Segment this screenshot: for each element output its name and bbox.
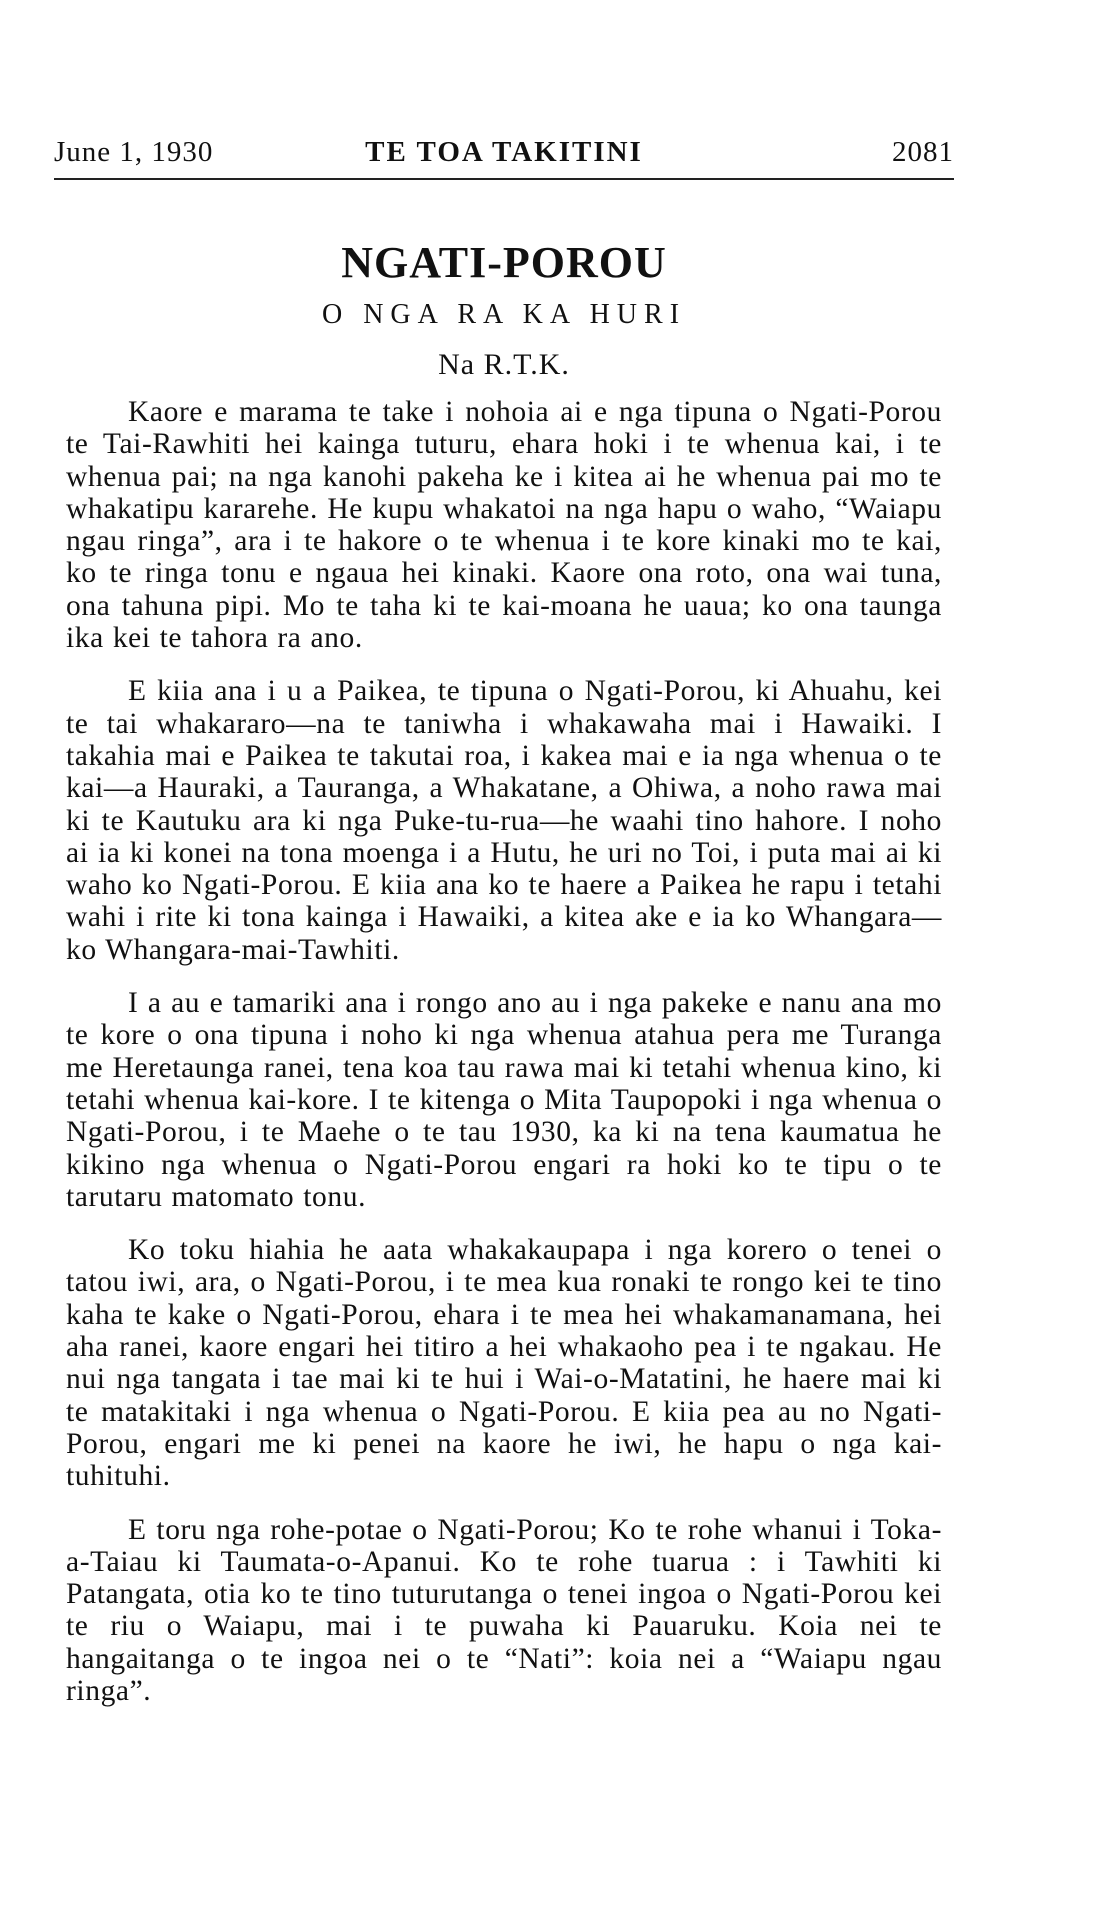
paragraph-2: E kiia ana i u a Paikea, te tipuna o Ngati-Porou, ki Ahuahu, kei te tai whakararo—na te taniwha i whakawaha mai i Hawaiki. I takahia mai e Paikea te takutai roa, i kakea mai e ia nga whenua o te kai—a Hauraki, a Tauranga, a Whakatane, a Ohiwa, a noho rawa mai ki te Kautuku ara ki nga Puke-tu-rua—he waahi tino hahore. I noho ai ia ki konei na tona moenga i a Hutu, he uri no Toi, i puta mai ai ki waho ko Ngati-Porou. E kiia ana ko te haere a Paikea he rapu i tetahi wahi i rite ki tona kainga i Hawaiki, a kitea ake e ia ko Whangara—ko Whangara-mai-Tawhiti.: [66, 675, 942, 966]
paragraph-5: E toru nga rohe-potae o Ngati-Porou; Ko te rohe whanui i Toka-a-Taiau ki Taumata-o-Apanui. Ko te rohe tuarua : i Tawhiti ki Patangata, otia ko te tino tuturutanga o tenei ingoa o Ngati-Porou kei te riu o Waiapu, mai i te puwaha ki Pauaruku. Koia nei te hangaitanga o te ingoa nei o te “Nati”: koia nei a “Waiapu ngau ringa”.: [66, 1513, 942, 1707]
paragraph-3: I a au e tamariki ana i rongo ano au i nga pakeke e nanu ana mo te kore o ona tipuna i noho ki nga whenua atahua pera me Turanga me Heretaunga ranei, tena koa tau rawa mai ki tetahi whenua kino, ki tetahi whenua kai-kore. I te kitenga o Mita Taupopoki i nga whenua o Ngati-Porou, i te Maehe o te tau 1930, ka ki na tena kaumatua he kikino nga whenua o Ngati-Porou engari ra hoki ko te tipu o te tarutaru matomato tonu.: [66, 987, 942, 1213]
header-page-number: 2081: [892, 136, 954, 168]
article-subtitle: O NGA RA KA HURI: [321, 299, 687, 330]
article-title: NGATI-POROU: [341, 238, 667, 287]
header-publication: TE TOA TAKITINI: [365, 136, 643, 168]
article-byline: Na R.T.K.: [438, 348, 570, 381]
paragraph-4: Ko toku hiahia he aata whakakaupapa i nga korero o tenei o tatou iwi, ara, o Ngati-Porou, i te mea kua ronaki te rongo kei te tino kaha te kake o Ngati-Porou, ehara i te mea hei whakamanamana, hei aha ranei, kaore engari hei titiro a hei whakaoho pea i te ngakau. He nui nga tangata i tae mai ki te hui i Wai-o-Matatini, he haere mai ki te matakitaki i nga whenua o Ngati-Porou. E kiia pea au no Ngati-Porou, engari me ki penei na kaore he iwi, he hapu o nga kai-tuhituhi.: [66, 1234, 942, 1493]
header-rule: [54, 178, 954, 180]
header-date: June 1, 1930: [54, 136, 214, 168]
paragraph-1: Kaore e marama te take i nohoia ai e nga tipuna o Ngati-Porou te Tai-Rawhiti hei kainga tuturu, ehara hoki i te whenua kai, i te whenua pai; na nga kanohi pakeha ke i kitea ai he whenua pai mo te whakatipu kararehe. He kupu whakatoi na nga hapu o waho, “Waiapu ngau ringa”, ara i te hakore o te whenua i te kore kinaki mo te kai, ko te ringa tonu e ngaua hei kinaki. Kaore ona roto, ona wai tuna, ona tahuna pipi. Mo te taha ki te kai-moana he uaua; ko ona taunga ika kei te tahora ra ano.: [66, 396, 942, 655]
running-header: [54, 136, 954, 176]
article-body: [66, 396, 942, 1728]
